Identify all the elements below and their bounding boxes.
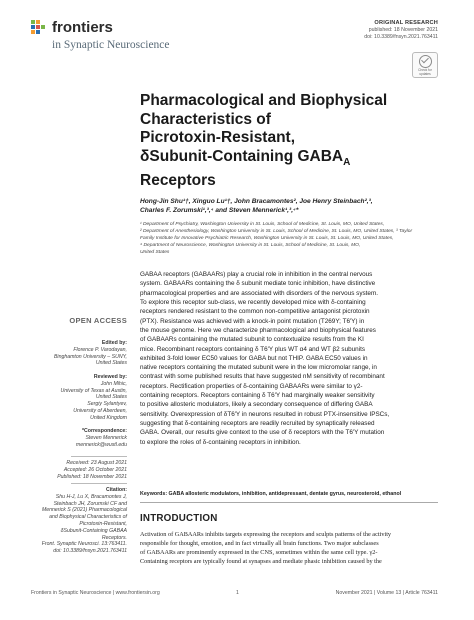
citation-block (31, 487, 127, 555)
affiliation-line: Family Institute for Innovative Psychiatric Research, Washington University in St. Louis, St. Louis, MO, United States, (140, 235, 394, 241)
check-label: Check for updates (418, 68, 432, 76)
abstract: GABAA receptors (GABAARs) play a crucial role in inhibition in the central nervous system. GABAARs containing the δ subunit mediate tonic inhibition, have distinctive pharmacological properties and are associated with disorders of the nervous system. To explore this receptor sub-class, we recently developed mice with δ-containing receptors rendered resistant to the common non-competitive antagonist picrotoxin (PTX). Resistance was achieved with a knock-in point mutation (T269Y; T6'Y) in the mouse genome. Here we characterize pharmacological and biophysical features of GABAARs containing the mutated subunit to contextualize results from the KI mice. Recombinant receptors containing δ T6'Y plus WT α4 and WT β2 subunits exhibited 3-fold lower EC50 values for GABA but not THIP. GABA EC50 values in native receptors containing the mutated subunit were in the low micromolar range, in contrast with some published results that have suggested nM sensitivity of recombinant receptors. Rectification properties of δ-containing GABAARs were similar to γ2- containing receptors. Receptors containing δ T6'Y had marginally weaker sensitivity to positive allosteric modulators, likely a secondary consequence of differing GABA sensitivity. Overexpression of δT6'Y in neurons resulted in robust PTX-insensitive IPSCs, suggesting that δ-containing receptors are readily recruited by synaptically released GABA. Overall, our results give context to the use of δ receptors with the T6'Y mutation to explore the roles of δ-containing receptors in inhibition. (140, 271, 390, 446)
dates-block (31, 460, 127, 480)
sidebar-divider (71, 483, 127, 484)
sidebar-divider (71, 456, 127, 457)
affiliation-line: ¹ Department of Psychiatry, Washington University in St. Louis, School of Medicine, St. Louis, MO, United States, (140, 222, 385, 227)
check-icon (419, 55, 432, 68)
section-heading: INTRODUCTION (140, 513, 218, 524)
journal-name: in Synaptic Neuroscience (52, 39, 170, 51)
frontiers-logo-icon (31, 20, 49, 38)
page-number: 1 (236, 590, 239, 596)
author-line[interactable]: Hong-Jin Shu¹†, Xinguo Lu¹†, John Bracamontes², Joe Henry Steinbach²,³, (140, 198, 373, 205)
article-type: ORIGINAL RESEARCH (374, 20, 438, 26)
author-list (140, 197, 440, 215)
correspondence-heading: *Correspondence: (82, 428, 127, 434)
reviewed-by-heading: Reviewed by: (93, 374, 127, 380)
edited-by-block (31, 340, 127, 367)
article-title (140, 92, 440, 191)
author-line[interactable]: Charles F. Zorumski¹,³,⁴ and Steven Mennerick¹,³,⁴* (140, 207, 299, 214)
keywords: Keywords: GABA allosteric modulators, inhibition, antidepressant, dentate gyrus, neurosteroid, ethanol (140, 491, 402, 497)
affiliation-line: ⁴ Department of Neuroscience, Washington University in St. Louis, School of Medicine, St. Louis, MO, (140, 242, 361, 248)
edited-by-heading: Edited by: (101, 340, 127, 346)
citation-heading: Citation: (105, 487, 127, 493)
footer-journal[interactable]: Frontiers in Synaptic Neuroscience | www.frontiersin.org (31, 590, 160, 596)
title-line: Pharmacological and Biophysical (140, 92, 388, 109)
affiliation-line: ² Department of Anesthesiology, Washington University in St. Louis, School of Medicine, St. Louis, MO, United States, ³ Taylor (140, 228, 413, 234)
title-line: Picrotoxin-Resistant, (140, 129, 296, 146)
title-subscript: A (343, 156, 351, 168)
citation: Shu H-J, Lu X, Bracamontes J, Steinbach JH, Zorumski CF and Mennerick S (2021) Pharmacological and Biophysical Characteristics of Picrotoxin-Resistant, δSubunit-Containing GABAA Receptors. Front. Synaptic Neurosci. 13:763411. doi: 10.3389/fnsyn.2021.763411 (41, 493, 127, 555)
check-for-updates-badge[interactable] (412, 52, 438, 78)
open-access-label: OPEN ACCESS (69, 316, 127, 325)
reviewed-by: John Mihic, University of Texas at Austin, United States Sergiy Sylantyev, University of Aberdeen, United Kingdom (60, 380, 127, 421)
keywords-divider (140, 502, 438, 503)
correspondence-block (31, 428, 127, 448)
published-date: published: 18 November 2021 (368, 27, 438, 33)
affiliation-line: United States (140, 249, 170, 255)
article-doi[interactable]: doi: 10.3389/fnsyn.2021.763411 (364, 34, 438, 40)
title-line: Characteristics of (140, 110, 271, 128)
article-dates: Received: 23 August 2021 Accepted: 26 October 2021 Published: 18 November 2021 (57, 460, 127, 480)
title-line: Receptors (140, 172, 216, 190)
edited-by: Florence P. Varodayan, Binghamton University – SUNY, United States (53, 346, 127, 367)
brand-name: frontiers (52, 19, 113, 36)
article-meta (364, 20, 438, 41)
title-line: δSubunit-Containing $GABA_A$ (140, 147, 351, 168)
reviewed-by-block (31, 374, 127, 422)
affiliations (140, 222, 440, 257)
correspondence[interactable]: Steven Mennerick mennerick@wustl.edu (75, 434, 127, 448)
intro-paragraph: Activation of GABAARs inhibits targets expressing the receptors and sculpts patterns of the activity responsible for thought, emotion, and in fact virtually all brain functions. Two major subclasses of GABAARs are prominently expressed in the CNS, sometimes within the same cell type. γ2- Containing receptors are typically found at synapses and mediate phasic inhibition caused by the (140, 531, 392, 565)
journal-logo (31, 17, 231, 57)
footer-issue: November 2021 | Volume 13 | Article 763411 (335, 590, 438, 596)
